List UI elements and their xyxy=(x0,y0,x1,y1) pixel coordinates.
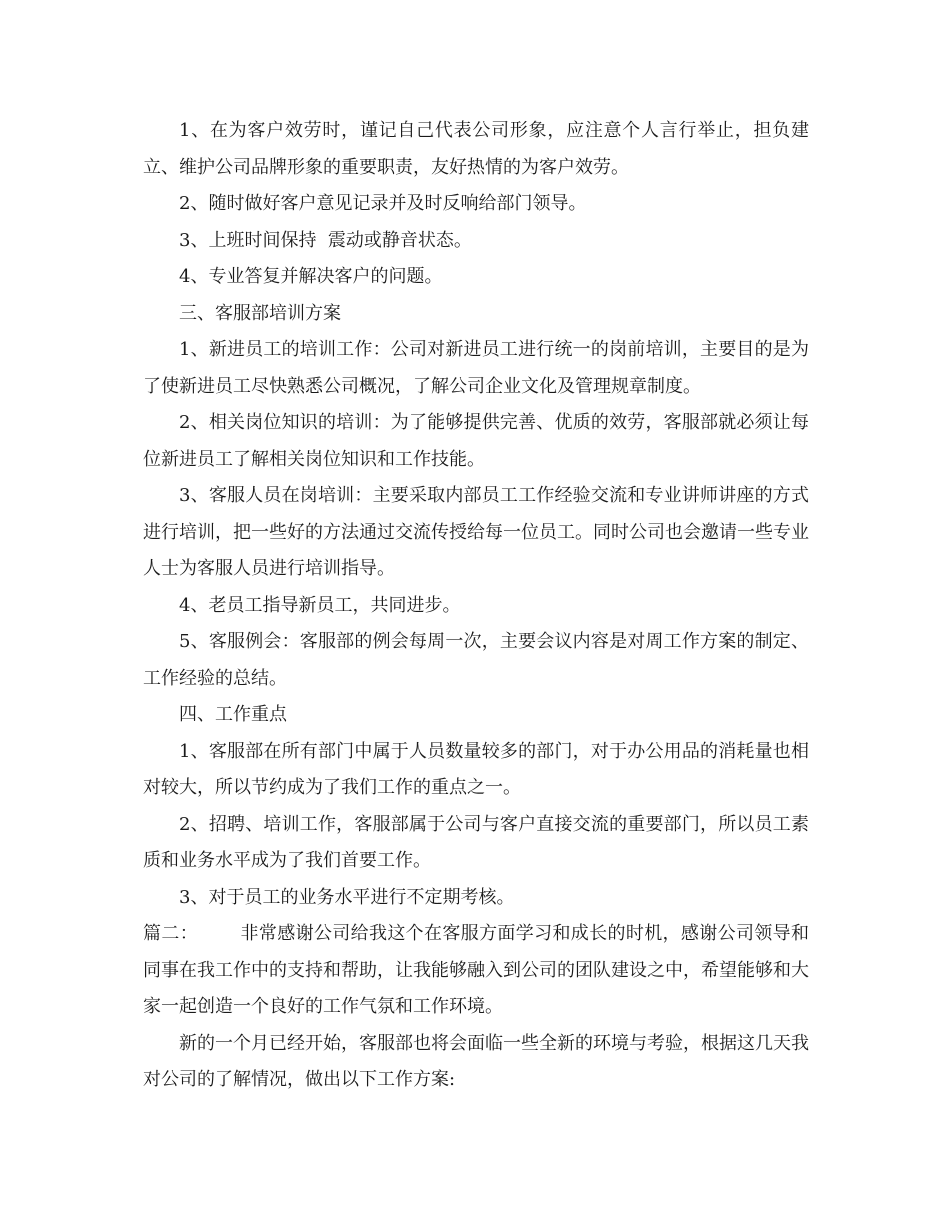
paragraph-1: 1、在为客户效劳时，谨记自己代表公司形象，应注意个人言行举止，担负建立、维护公司品牌形象的重要职责，友好热情的为客户效劳。 xyxy=(143,120,809,178)
paragraph-13: 新的一个月已经开始，客服部也将会面临一些全新的环境与考验，根据这几天我对公司的了解情况，做出以下工作方案: xyxy=(143,1032,809,1090)
paragraph-3: 3、上班时间保持 震动或静音状态。 xyxy=(179,229,472,251)
paragraph-11: 2、招聘、培训工作，客服部属于公司与客户直接交流的重要部门，所以员工素质和业务水平成为了我们首要工作。 xyxy=(143,813,809,871)
paragraph-7: 3、客服人员在岗培训：主要采取内部员工工作经验交流和专业讲师讲座的方式进行培训，把一些好的方法通过交流传授给每一位员工。同时公司也会邀请一些专业人士为客服人员进行培训指导。 xyxy=(143,485,809,579)
paragraph-9: 5、客服例会：客服部的例会每周一次，主要会议内容是对周工作方案的制定、工作经验的总结。 xyxy=(143,631,809,689)
section-heading-focus: 四、工作重点 xyxy=(179,704,287,725)
section-heading-training: 三、客服部培训方案 xyxy=(179,302,341,324)
paragraph-4: 4、专业答复并解决客户的问题。 xyxy=(179,266,443,287)
paragraph-12: 3、对于员工的业务水平进行不定期考核。 xyxy=(179,886,515,908)
part-two-paragraph: 篇二： 非常感谢公司给我这个在客服方面学习和成长的时机，感谢公司领导和同事在我工作中的支持和帮助，让我能够融入到公司的团队建设之中，希望能够和大家一起创造一个良好的工作气氛和工作环境。 xyxy=(143,923,809,1017)
paragraph-6: 2、相关岗位知识的培训：为了能够提供完善、优质的效劳，客服部就必须让每位新进员工了解相关岗位知识和工作技能。 xyxy=(143,412,809,470)
document-body xyxy=(143,113,809,1099)
paragraph-2: 2、随时做好客户意见记录并及时反响给部门领导。 xyxy=(179,193,587,214)
paragraph-5: 1、新进员工的培训工作：公司对新进员工进行统一的岗前培训，主要目的是为了使新进员工尽快熟悉公司概况，了解公司企业文化及管理规章制度。 xyxy=(143,339,809,397)
paragraph-8: 4、老员工指导新员工，共同进步。 xyxy=(179,594,461,616)
paragraph-10: 1、客服部在所有部门中属于人员数量较多的部门，对于办公用品的消耗量也相对较大，所以节约成为了我们工作的重点之一。 xyxy=(143,740,809,798)
